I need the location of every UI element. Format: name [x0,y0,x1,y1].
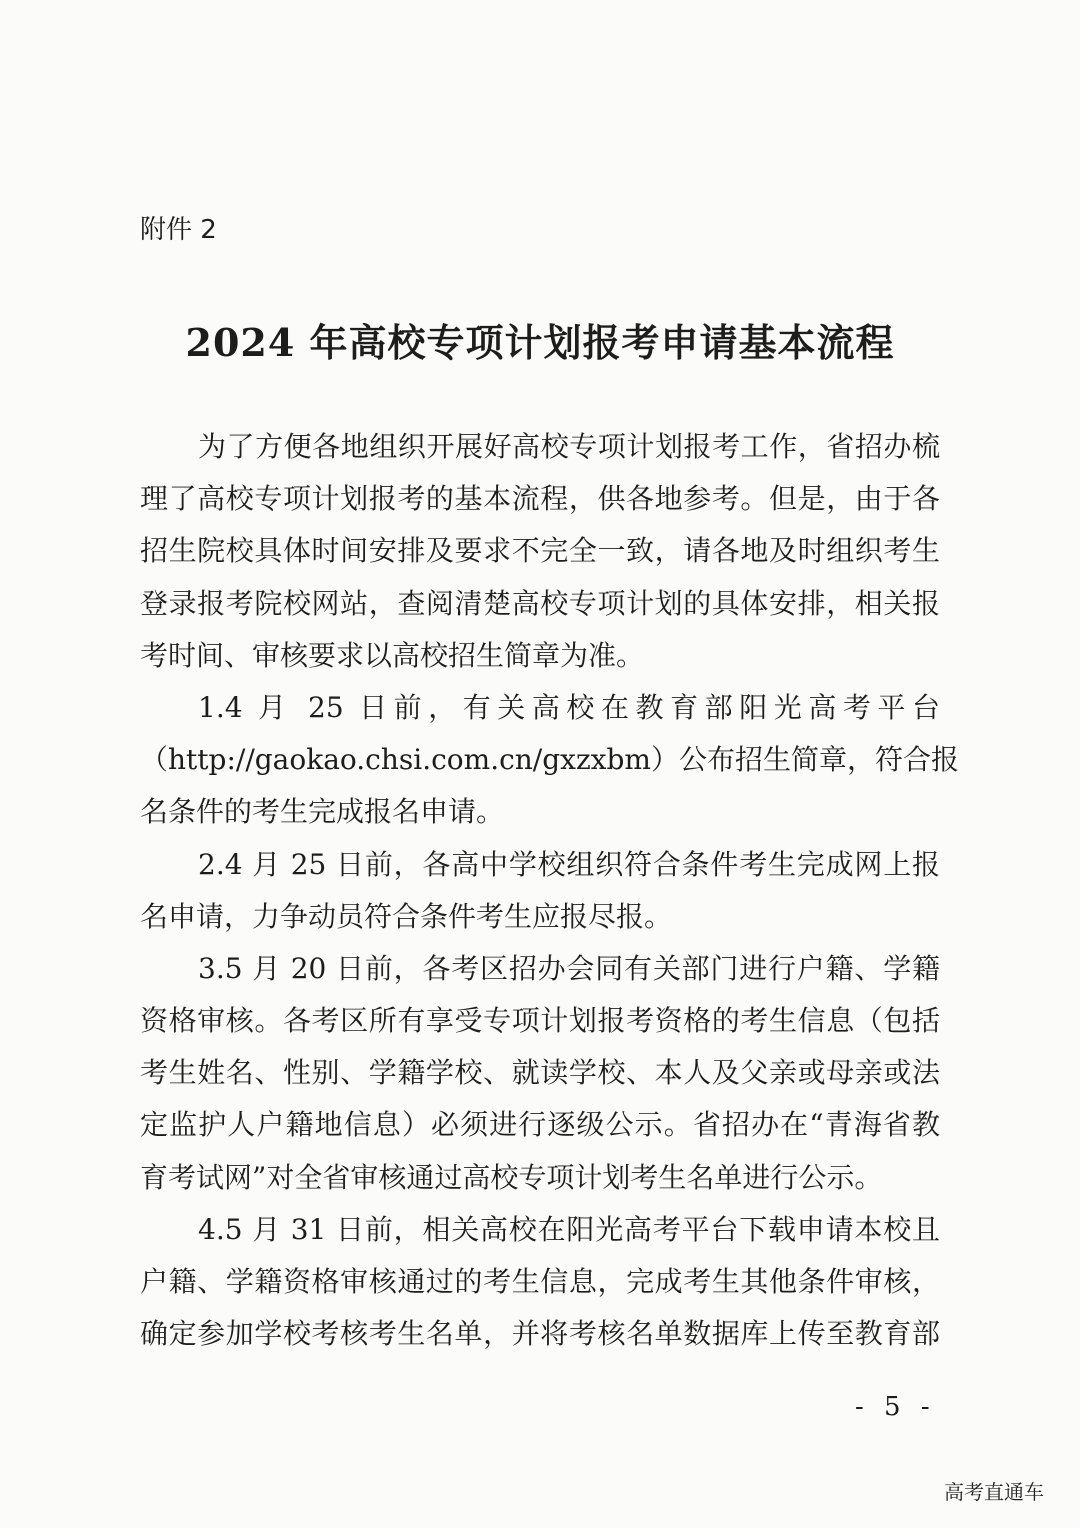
text-line: 4.5 月 31 日前，相关高校在阳光高考平台下载申请本校且 [198,1212,940,1246]
text-line: （http://gaokao.chsi.com.cn/gxzxbm）公布招生简章，符合报 [140,743,959,777]
text-line: 2.4 月 25 日前，各高中学校组织符合条件考生完成网上报 [198,847,940,881]
attachment-label: 附件 2 [140,215,217,245]
text-line: 育考试网”对全省审核通过高校专项计划考生名单进行公示。 [140,1160,883,1194]
text-line: 定监护人户籍地信息）必须进行逐级公示。省招办在“青海省教 [140,1108,940,1142]
text-line: 资格审核。各考区所有享受专项计划报考资格的考生信息（包括 [140,1004,940,1038]
page-number: - 5 - [855,1392,936,1422]
text-line: 考时间、审核要求以高校招生简章为准。 [140,638,645,672]
text-line: 3.5 月 20 日前，各考区招办会同有关部门进行户籍、学籍 [198,951,940,985]
text-line: 1.4 月 25 日前，有关高校在教育部阳光高考平台 [198,690,940,724]
text-line: 理了高校专项计划报考的基本流程，供各地参考。但是，由于各 [140,482,940,516]
text-line: 名申请，力争动员符合条件考生应报尽报。 [140,899,673,933]
document-title: 2024 年高校专项计划报考申请基本流程 [185,320,895,365]
document-body [140,421,959,1360]
text-line: 确定参加学校考核考生名单，并将考核名单数据库上传至教育部 [140,1317,940,1351]
text-line: 登录报考院校网站，查阅清楚高校专项计划的具体安排，相关报 [140,586,940,620]
text-line: 名条件的考生完成报名申请。 [140,795,505,829]
text-line: 为了方便各地组织开展好高校专项计划报考工作，省招办梳 [198,430,940,463]
text-line: 考生姓名、性别、学籍学校、就读学校、本人及父亲或母亲或法 [140,1056,940,1090]
text-line: 户籍、学籍资格审核通过的考生信息，完成考生其他条件审核， [140,1265,940,1298]
text-line: 招生院校具体时间安排及要求不完全一致，请各地及时组织考生 [140,534,940,568]
watermark: 高考直通车 [944,1480,1044,1504]
